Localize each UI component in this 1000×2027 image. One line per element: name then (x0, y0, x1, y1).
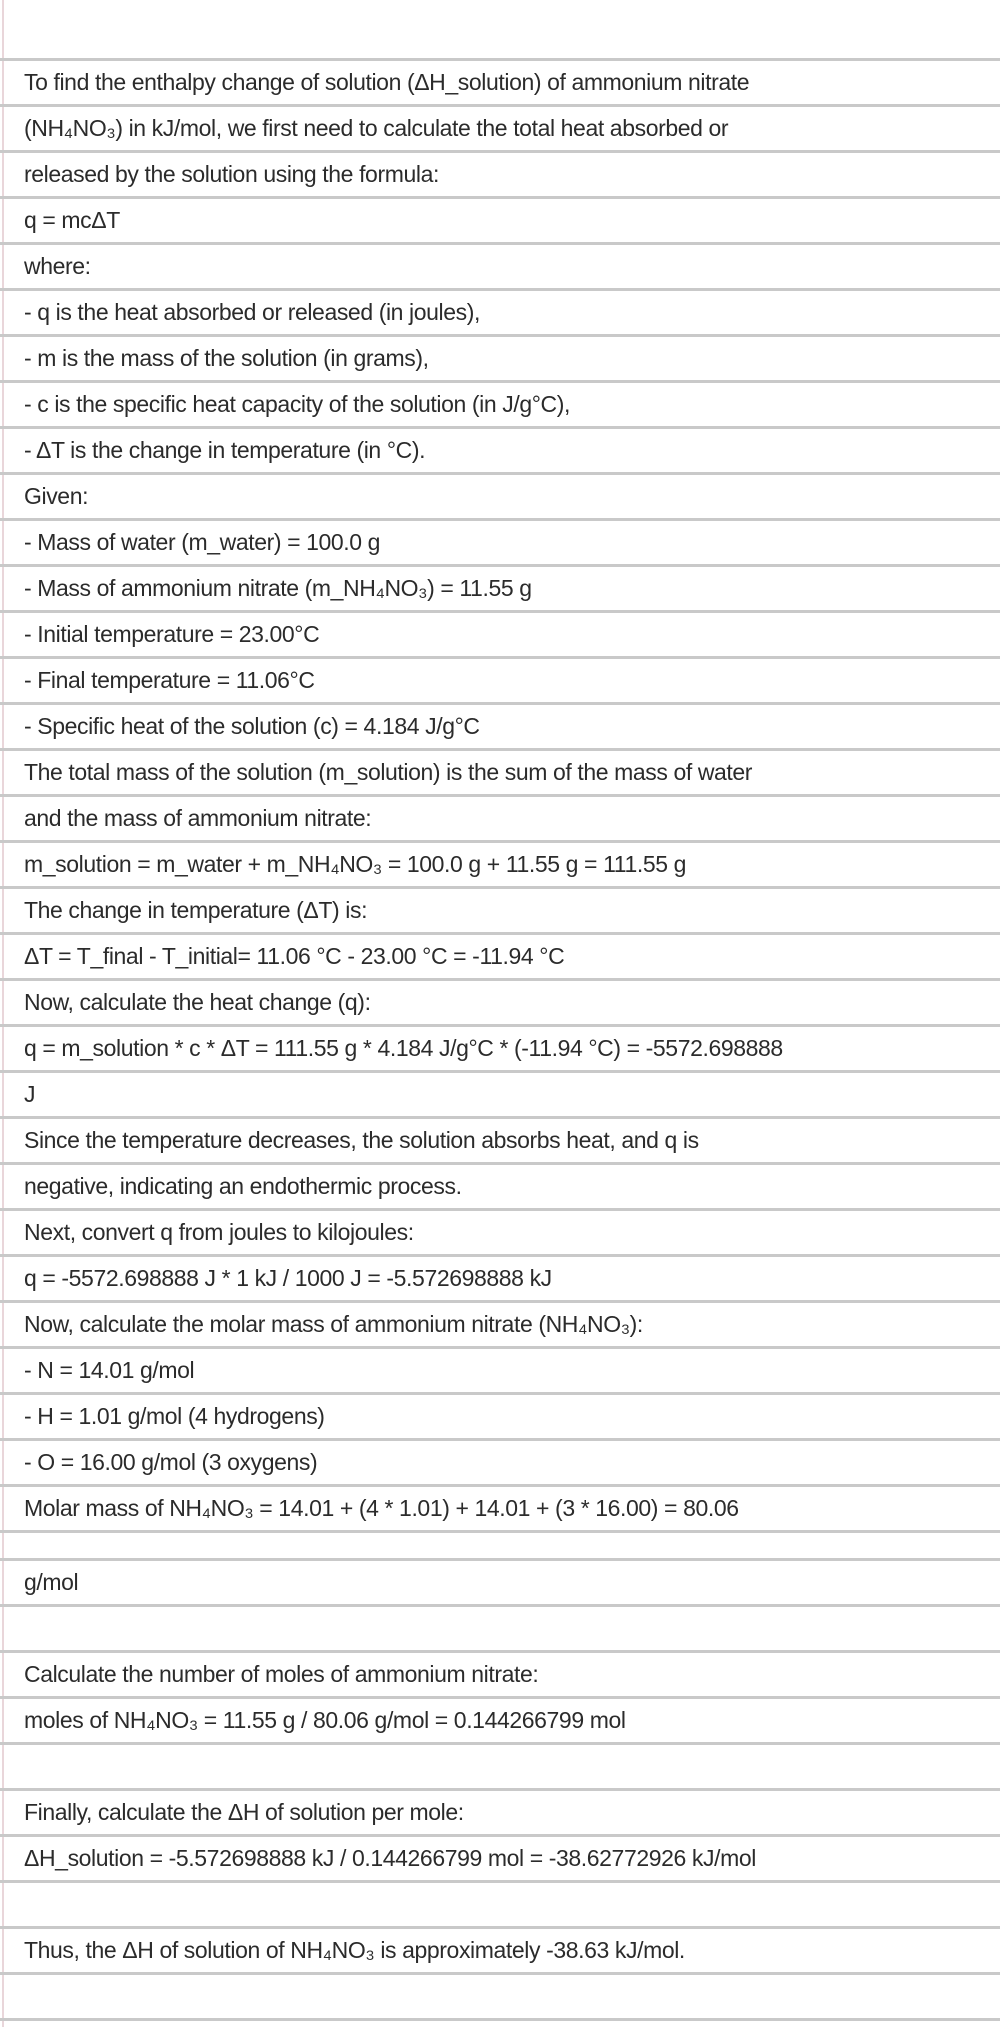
text-line: Thus, the ΔH of solution of NH₄NO₃ is approximately -38.63 kJ/mol. (0, 1929, 1000, 1975)
text-line: ΔT = T_final - T_initial= 11.06 °C - 23.00 °C = -11.94 °C (0, 935, 1000, 981)
text-line: - N = 14.01 g/mol (0, 1349, 1000, 1395)
text-line: - Final temperature = 11.06°C (0, 659, 1000, 705)
text-line: The total mass of the solution (m_solution) is the sum of the mass of water (0, 751, 1000, 797)
blank-line (0, 1533, 1000, 1561)
text-line: - Mass of water (m_water) = 100.0 g (0, 521, 1000, 567)
text-line: - ΔT is the change in temperature (in °C). (0, 429, 1000, 475)
text-line: Given: (0, 475, 1000, 521)
text-line: q = m_solution * c * ΔT = 111.55 g * 4.184 J/g°C * (-11.94 °C) = -5572.698888 (0, 1027, 1000, 1073)
lined-answer-sheet (0, 58, 1000, 2021)
text-line: Finally, calculate the ΔH of solution per mole: (0, 1791, 1000, 1837)
text-line: - Specific heat of the solution (c) = 4.184 J/g°C (0, 705, 1000, 751)
text-line: - Mass of ammonium nitrate (m_NH₄NO₃) = 11.55 g (0, 567, 1000, 613)
text-line: ΔH_solution = -5.572698888 kJ / 0.144266799 mol = -38.62772926 kJ/mol (0, 1837, 1000, 1883)
text-line: released by the solution using the formula: (0, 153, 1000, 199)
text-line: moles of NH₄NO₃ = 11.55 g / 80.06 g/mol = 0.144266799 mol (0, 1699, 1000, 1745)
text-line: - c is the specific heat capacity of the solution (in J/g°C), (0, 383, 1000, 429)
blank-line (0, 1745, 1000, 1791)
text-line: (NH₄NO₃) in kJ/mol, we first need to calculate the total heat absorbed or (0, 107, 1000, 153)
text-line: where: (0, 245, 1000, 291)
text-line: Now, calculate the molar mass of ammonium nitrate (NH₄NO₃): (0, 1303, 1000, 1349)
text-line: - Initial temperature = 23.00°C (0, 613, 1000, 659)
text-line: J (0, 1073, 1000, 1119)
text-line: q = -5572.698888 J * 1 kJ / 1000 J = -5.572698888 kJ (0, 1257, 1000, 1303)
text-line: - m is the mass of the solution (in grams), (0, 337, 1000, 383)
text-line: Calculate the number of moles of ammonium nitrate: (0, 1653, 1000, 1699)
text-line: m_solution = m_water + m_NH₄NO₃ = 100.0 g + 11.55 g = 111.55 g (0, 843, 1000, 889)
text-line: The change in temperature (ΔT) is: (0, 889, 1000, 935)
text-line: and the mass of ammonium nitrate: (0, 797, 1000, 843)
text-line: g/mol (0, 1561, 1000, 1607)
blank-line (0, 1607, 1000, 1653)
blank-line (0, 1975, 1000, 2021)
blank-line (0, 1883, 1000, 1929)
text-line: To find the enthalpy change of solution (ΔH_solution) of ammonium nitrate (0, 61, 1000, 107)
text-line: - q is the heat absorbed or released (in joules), (0, 291, 1000, 337)
text-line: Now, calculate the heat change (q): (0, 981, 1000, 1027)
text-line: negative, indicating an endothermic process. (0, 1165, 1000, 1211)
text-line: q = mcΔT (0, 199, 1000, 245)
text-line: Molar mass of NH₄NO₃ = 14.01 + (4 * 1.01) + 14.01 + (3 * 16.00) = 80.06 (0, 1487, 1000, 1533)
text-line: - O = 16.00 g/mol (3 oxygens) (0, 1441, 1000, 1487)
text-line: Since the temperature decreases, the solution absorbs heat, and q is (0, 1119, 1000, 1165)
text-line: - H = 1.01 g/mol (4 hydrogens) (0, 1395, 1000, 1441)
text-line: Next, convert q from joules to kilojoules: (0, 1211, 1000, 1257)
